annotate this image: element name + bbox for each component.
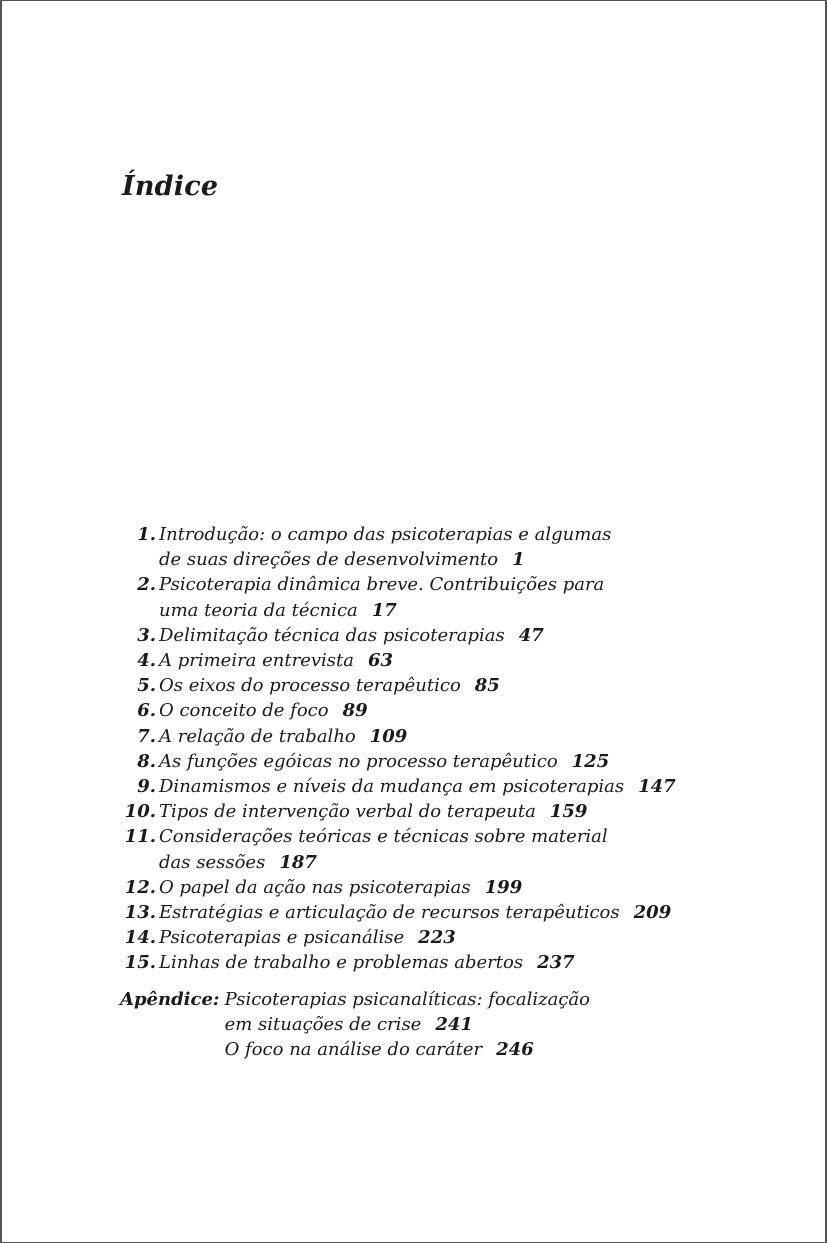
toc-entry[interactable] (120, 950, 760, 975)
chapter-title-line (159, 925, 760, 950)
chapter-number: 11. (124, 826, 156, 848)
page-number: 125 (571, 750, 610, 772)
chapter-title-line (159, 799, 760, 824)
chapter-title-text: O conceito de foco (159, 700, 329, 722)
appendix-item-text: O foco na análise do caráter (224, 1039, 483, 1061)
chapter-number: 12. (124, 876, 156, 898)
chapter-title (159, 749, 760, 774)
appendix-item-line (225, 1012, 760, 1037)
toc-entry[interactable] (120, 925, 760, 950)
chapter-title (159, 824, 760, 874)
chapter-title (159, 673, 760, 698)
chapter-title (159, 875, 760, 900)
chapter-title-text: As funções egóicas no processo terapêutico (159, 750, 558, 772)
toc-entry[interactable] (120, 824, 760, 874)
chapter-title-line (159, 774, 760, 799)
chapter-title (159, 724, 760, 749)
chapter-title-line (159, 623, 760, 648)
chapter-title (159, 900, 760, 925)
chapter-title-text: A primeira entrevista (159, 650, 355, 672)
appendix-item-line (225, 1037, 760, 1062)
page-number: 209 (633, 902, 672, 924)
chapter-title-line (159, 572, 760, 597)
chapter-number: 5. (137, 675, 156, 697)
chapter-title-line (159, 950, 760, 975)
toc-entry[interactable] (120, 522, 760, 572)
page-title: Índice (122, 171, 219, 202)
chapter-title-text: Dinamismos e níveis da mudança em psicoterapias (159, 776, 625, 798)
chapter-title (159, 799, 760, 824)
chapter-title-text: Os eixos do processo terapêutico (159, 675, 461, 697)
chapter-number: 3. (137, 624, 156, 646)
chapter-number: 1. (137, 524, 156, 545)
appendix-item-line (225, 987, 760, 1012)
page-number: 241 (435, 1013, 473, 1035)
appendix-section (120, 987, 760, 1063)
page-number: 109 (369, 725, 408, 747)
chapter-number: 9. (137, 776, 156, 798)
appendix-item-text: Psicoterapias psicanalíticas: focalização (224, 988, 590, 1010)
toc-entry[interactable] (120, 875, 760, 900)
chapter-title-line (159, 875, 760, 900)
toc-entry[interactable] (120, 698, 760, 723)
page-number: 47 (518, 624, 544, 646)
page-number: 199 (484, 876, 523, 898)
chapter-title-line (159, 698, 760, 723)
chapter-title (159, 774, 760, 799)
chapter-title-text: de suas direções de desenvolvimento (159, 549, 499, 571)
chapter-title (159, 925, 760, 950)
chapter-title (159, 623, 760, 648)
chapter-number: 7. (137, 725, 156, 747)
chapter-number: 2. (137, 574, 156, 596)
chapter-number: 13. (124, 902, 156, 924)
chapter-title-line (159, 673, 760, 698)
page-number: 246 (496, 1039, 534, 1061)
chapter-title-line (159, 598, 760, 623)
chapter-number: 8. (137, 750, 156, 772)
chapter-title-text: O papel da ação nas psicoterapias (159, 876, 471, 898)
page-number: 1 (512, 549, 525, 571)
toc-entry[interactable] (120, 724, 760, 749)
appendix-item[interactable] (225, 1037, 760, 1062)
toc-entry[interactable] (120, 749, 760, 774)
chapter-title-text: Psicoterapia dinâmica breve. Contribuições para (159, 574, 605, 596)
chapter-number: 10. (124, 801, 156, 823)
toc-entry[interactable] (120, 673, 760, 698)
appendix-item[interactable] (225, 987, 760, 1037)
chapter-title-text: Considerações teóricas e técnicas sobre material (159, 826, 608, 848)
chapter-title-text: Introdução: o campo das psicoterapias e algumas (159, 524, 612, 545)
appendix-label: Apêndice: (120, 988, 220, 1010)
toc-entry[interactable] (120, 623, 760, 648)
chapter-title (159, 698, 760, 723)
page-number: 85 (474, 675, 500, 697)
page-number: 223 (418, 927, 456, 949)
chapter-title-text: A relação de trabalho (159, 725, 356, 747)
toc-entry[interactable] (120, 572, 760, 622)
toc-entry[interactable] (120, 648, 760, 673)
chapter-number: 14. (124, 927, 156, 949)
toc-entry[interactable] (120, 900, 760, 925)
chapter-title-text: das sessões (159, 851, 266, 873)
chapter-title (159, 950, 760, 975)
page-number: 237 (537, 952, 575, 974)
page-number: 147 (638, 776, 676, 798)
chapter-title-line (159, 900, 760, 925)
chapter-title-line (159, 850, 760, 875)
page-number: 63 (368, 650, 394, 672)
chapter-title-line (159, 749, 760, 774)
chapter-title-line (159, 522, 760, 547)
table-of-contents (120, 522, 760, 1062)
page-number: 159 (549, 801, 588, 823)
chapter-title-line (159, 648, 760, 673)
chapter-title (159, 648, 760, 673)
toc-entry[interactable] (120, 799, 760, 824)
chapter-title-text: Psicoterapias e psicanálise (159, 927, 405, 949)
appendix-item-text: em situações de crise (224, 1013, 422, 1035)
chapter-number: 6. (137, 700, 156, 722)
chapter-title-text: Tipos de intervenção verbal do terapeuta (159, 801, 536, 823)
page-number: 187 (279, 851, 317, 873)
chapter-title-text: Estratégias e articulação de recursos terapêuticos (159, 902, 620, 924)
chapter-title (159, 522, 760, 572)
chapter-title (159, 572, 760, 622)
chapter-number: 4. (137, 650, 156, 672)
toc-entries (120, 522, 760, 976)
chapter-title-line (159, 724, 760, 749)
chapter-title-line (159, 547, 760, 572)
chapter-title-text: Delimitação técnica das psicoterapias (159, 624, 505, 646)
chapter-title-text: Linhas de trabalho e problemas abertos (159, 952, 524, 974)
page-number: 17 (371, 599, 397, 621)
appendix-items (225, 987, 760, 1063)
toc-entry[interactable] (120, 774, 760, 799)
page-number: 89 (342, 700, 368, 722)
chapter-title-line (159, 824, 760, 849)
chapter-title-text: uma teoria da técnica (159, 599, 358, 621)
chapter-number: 15. (124, 952, 156, 974)
